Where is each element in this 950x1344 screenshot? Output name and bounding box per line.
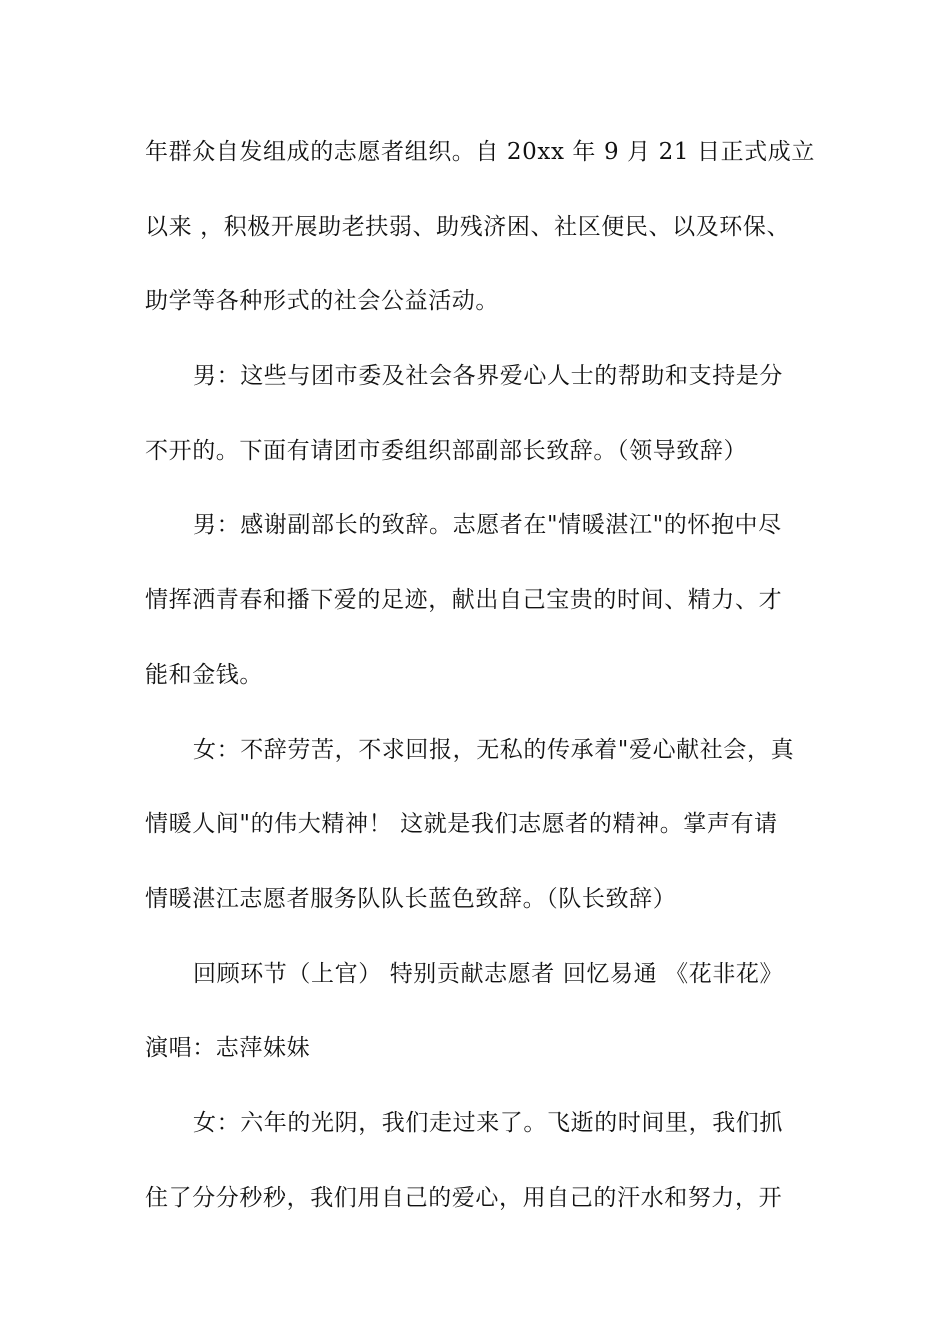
paragraph-line-female-speaker: 女：不辞劳苦，不求回报，无私的传承着"爱心献社会，真 [193, 736, 795, 763]
document-body [145, 132, 815, 1252]
text-line: 以来 ，积极开展助老扶弱、助残济困、社区便民、以及环保、 [145, 213, 791, 240]
text-line: 情挥洒青春和播下爱的足迹，献出自己宝贵的时间、精力、才 [145, 587, 783, 614]
paragraph-line-review-segment: 回顾环节（上官） 特别贡献志愿者 回忆易通 《花非花》 [193, 960, 784, 987]
text-line: 助学等各种形式的社会公益活动。 [145, 288, 499, 315]
paragraph-line-male-speaker: 男：这些与团市委及社会各界爱心人士的帮助和支持是分 [193, 363, 783, 390]
text-line: 情暖人间"的伟大精神！ 这就是我们志愿者的精神。掌声有请 [145, 811, 778, 838]
text-line: 年群众自发组成的志愿者组织。自 20xx 年 9 月 21 日正式成立 [145, 139, 815, 165]
text-line: 住了分分秒秒，我们用自己的爱心，用自己的汗水和努力，开 [145, 1184, 783, 1211]
text-line: 情暖湛江志愿者服务队队长蓝色致辞。（队长致辞） [145, 885, 677, 912]
text-line: 能和金钱。 [145, 661, 263, 688]
text-line: 演唱：志萍妹妹 [145, 1035, 311, 1062]
paragraph-line-female-speaker: 女：六年的光阴，我们走过来了。飞逝的时间里，我们抓 [193, 1109, 783, 1136]
text-line: 不开的。下面有请团市委组织部副部长致辞。（领导致辞） [145, 437, 748, 464]
paragraph-line-male-speaker: 男：感谢副部长的致辞。志愿者在"情暖湛江"的怀抱中尽 [193, 512, 782, 539]
